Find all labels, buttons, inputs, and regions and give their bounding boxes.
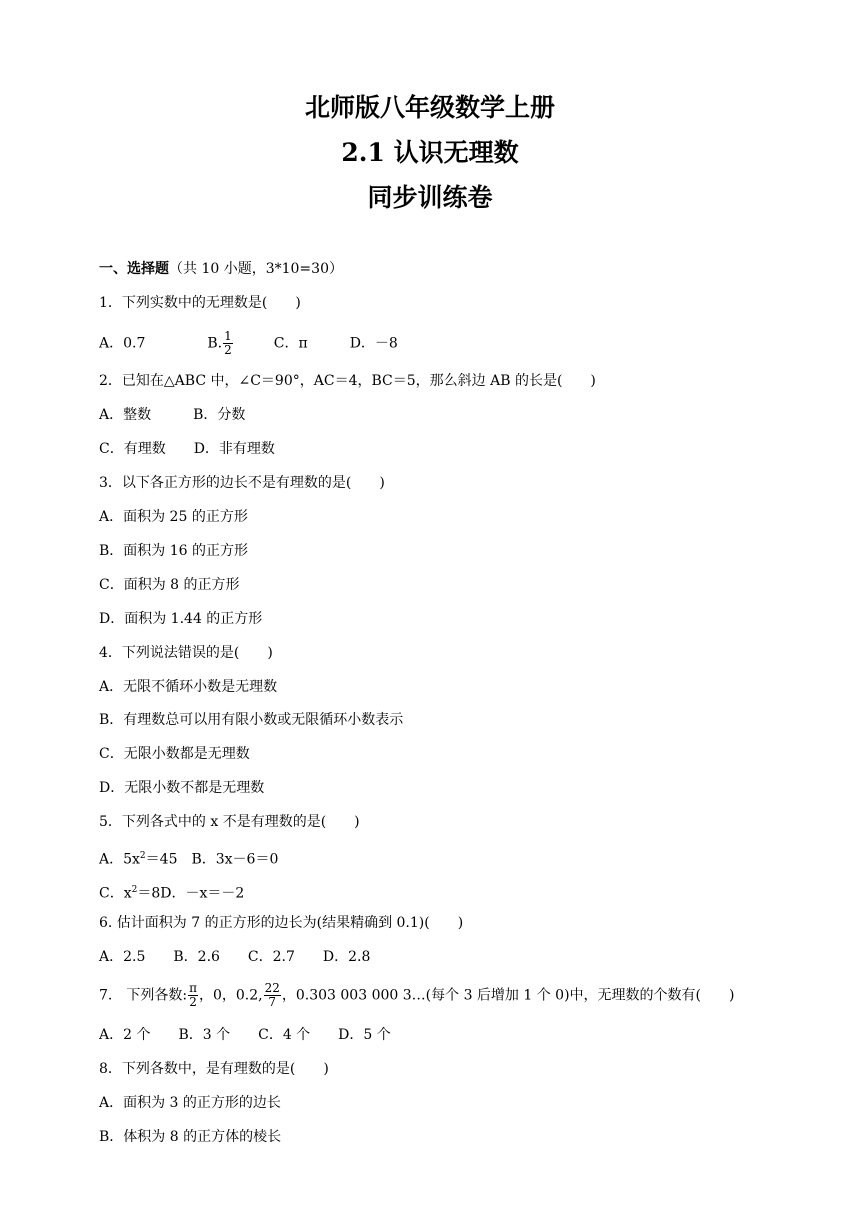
q5-a-exponent: 2	[139, 851, 146, 861]
q7-middle: ，0，0.2,	[198, 987, 263, 1004]
q7-fraction-denominator: 7	[268, 995, 277, 1009]
section-heading	[99, 259, 343, 279]
section-label: 一、选择题	[99, 261, 169, 277]
question-3-stem: 3．以下各正方形的边长不是有理数的是( )	[99, 475, 385, 491]
q5-a-part2: ＝45 B．3x－6＝0	[145, 851, 279, 868]
q1-option-b-numerator: 1	[224, 329, 232, 343]
q5-c-part1: C．x	[99, 885, 132, 902]
question-8-stem: 8．下列各数中，是有理数的是( )	[99, 1061, 329, 1077]
q5-c-part2: ＝8D．－x＝－2	[137, 885, 245, 902]
question-2-options-2: C．有理数 D．非有理数	[99, 441, 275, 457]
doc-subtitle-2: 同步训练卷	[367, 183, 493, 212]
q1-option-c: C．π	[273, 335, 308, 352]
q1-option-b-fraction	[223, 330, 233, 357]
q1-option-a: A．0.7	[99, 335, 146, 352]
question-6-options: A．2.5 B．2.6 C．2.7 D．2.8	[99, 949, 371, 965]
question-2-stem: 2．已知在△ABC 中，∠C＝90°，AC＝4，BC＝5，那么斜边 AB 的长是( )	[99, 373, 596, 389]
doc-title: 北师版八年级数学上册	[304, 93, 555, 122]
question-4-option-a: A．无限不循环小数是无理数	[99, 679, 278, 695]
question-7-options: A．2 个 B．3 个 C．4 个 D．5 个	[99, 1027, 391, 1043]
q7-suffix: ，0.303 003 000 3…(每个 3 后增加 1 个 0)中，无理数的个数有( )	[281, 987, 735, 1004]
q7-fraction-numerator: 22	[264, 981, 280, 995]
q7-prefix: 7. 下列各数:	[99, 987, 188, 1004]
question-8-option-b: B．体积为 8 的正方体的棱长	[99, 1129, 282, 1145]
q7-fraction-22-7	[264, 982, 281, 1009]
question-2-options-1: A．整数 B．分数	[99, 407, 246, 423]
q7-fraction-pi-numerator: π	[189, 981, 197, 995]
question-3-option-c: C．面积为 8 的正方形	[99, 577, 240, 593]
q1-option-d: D．－8	[349, 335, 398, 352]
question-5-options-1	[99, 846, 278, 870]
question-1-options	[99, 330, 398, 357]
q7-fraction-pi	[188, 982, 198, 1009]
question-5-options-2	[99, 880, 244, 904]
q1-option-b-prefix: B.	[207, 335, 223, 352]
question-7-stem	[99, 982, 734, 1009]
question-4-option-b: B．有理数总可以用有限小数或无限循环小数表示	[99, 712, 404, 728]
question-3-option-a: A．面积为 25 的正方形	[99, 509, 248, 525]
q7-fraction-pi-denominator: 2	[189, 995, 197, 1009]
question-4-option-c: C．无限小数都是无理数	[99, 746, 250, 762]
question-6-stem: 6. 估计面积为 7 的正方形的边长为(结果精确到 0.1)( )	[99, 915, 464, 931]
question-4-stem: 4．下列说法错误的是( )	[99, 645, 273, 661]
question-3-option-d: D．面积为 1.44 的正方形	[99, 611, 263, 627]
question-8-option-a: A．面积为 3 的正方形的边长	[99, 1095, 281, 1111]
doc-subtitle: 2.1 认识无理数	[341, 138, 519, 167]
q1-option-b-denominator: 2	[224, 343, 232, 357]
section-note: （共 10 小题，3*10=30）	[169, 261, 343, 277]
question-1-stem: 1．下列实数中的无理数是( )	[99, 295, 301, 311]
question-3-option-b: B．面积为 16 的正方形	[99, 543, 249, 559]
question-4-option-d: D．无限小数不都是无理数	[99, 780, 265, 796]
q5-a-part1: A．5x	[99, 851, 140, 868]
q5-c-exponent: 2	[131, 885, 138, 895]
question-5-stem: 5．下列各式中的 x 不是有理数的是( )	[99, 814, 360, 830]
